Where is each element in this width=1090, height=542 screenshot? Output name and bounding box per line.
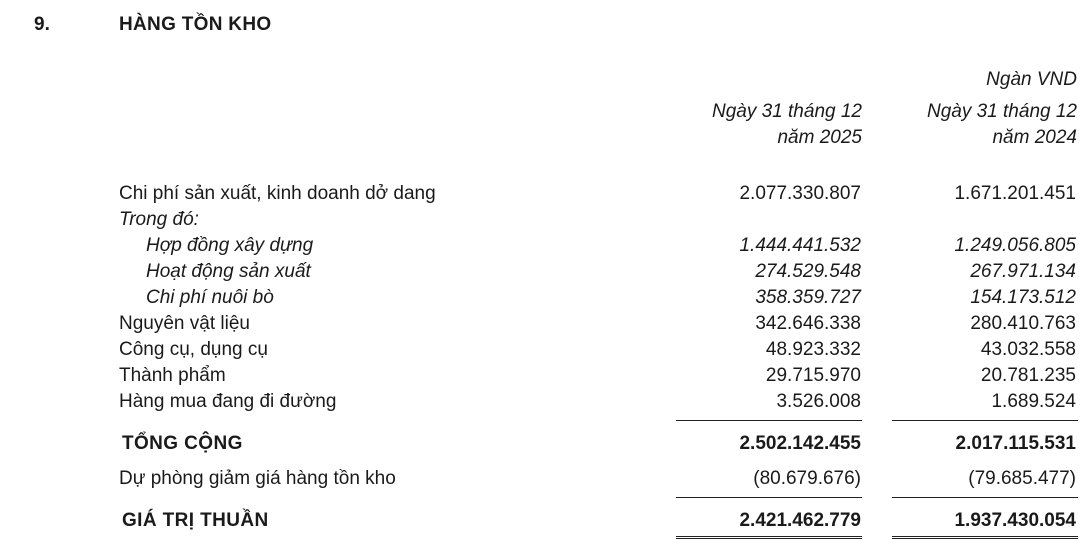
table-row <box>0 233 1090 259</box>
row-value-2024: 154.173.512 <box>970 287 1076 308</box>
row-value-2024: 1.249.056.805 <box>954 235 1076 256</box>
net-double-rule-2025 <box>676 536 862 539</box>
row-label: Trong đó: <box>119 209 199 230</box>
table-row <box>0 207 1090 233</box>
column-header-2025 <box>642 99 862 151</box>
table-row <box>0 259 1090 285</box>
row-label: Hoạt động sản xuất <box>146 261 311 282</box>
row-label: Nguyên vật liệu <box>119 313 250 334</box>
row-label: Thành phẩm <box>119 365 226 386</box>
row-value-2025: 48.923.332 <box>765 339 861 360</box>
provision-row <box>0 466 1090 492</box>
row-label: Hợp đồng xây dựng <box>146 235 314 256</box>
net-value-label: GIÁ TRỊ THUẦN <box>122 510 269 531</box>
net-double-rule-2024 <box>892 536 1078 539</box>
unit-label: Ngàn VND <box>986 69 1077 90</box>
net-value-2025: 2.421.462.779 <box>739 510 861 531</box>
net-value-row <box>0 508 1090 534</box>
table-row <box>0 389 1090 415</box>
column-header-2025-line1: Ngày 31 tháng 12 <box>711 101 862 122</box>
row-label: Hàng mua đang đi đường <box>119 391 337 412</box>
row-value-2024: 267.971.134 <box>970 261 1076 282</box>
net-rule-2024 <box>892 497 1078 498</box>
total-row <box>0 431 1090 457</box>
table-row <box>0 181 1090 207</box>
table-row <box>0 285 1090 311</box>
provision-label: Dự phòng giảm giá hàng tồn kho <box>119 468 396 489</box>
column-header-2025-line2: năm 2025 <box>777 127 862 148</box>
provision-value-2025: (80.679.676) <box>753 468 861 489</box>
provision-value-2024: (79.685.477) <box>968 468 1076 489</box>
subtotal-rule-2024 <box>892 420 1078 421</box>
subtotal-rule-2025 <box>676 420 862 421</box>
row-value-2025: 274.529.548 <box>755 261 861 282</box>
total-value-2025: 2.502.142.455 <box>739 433 861 454</box>
table-row <box>0 337 1090 363</box>
row-value-2024: 280.410.763 <box>970 313 1076 334</box>
net-value-2024: 1.937.430.054 <box>954 510 1076 531</box>
table-row <box>0 363 1090 389</box>
row-value-2025: 342.646.338 <box>755 313 861 334</box>
total-value-2024: 2.017.115.531 <box>955 433 1076 454</box>
row-value-2025: 2.077.330.807 <box>739 183 861 204</box>
row-label: Công cụ, dụng cụ <box>119 339 268 360</box>
total-label: TỔNG CỘNG <box>122 433 243 454</box>
column-header-2024-line2: năm 2024 <box>992 127 1077 148</box>
row-value-2024: 1.689.524 <box>991 391 1076 412</box>
row-label: Chi phí nuôi bò <box>146 287 274 308</box>
row-value-2025: 358.359.727 <box>755 287 861 308</box>
column-header-2024-line1: Ngày 31 tháng 12 <box>926 101 1077 122</box>
row-value-2024: 1.671.201.451 <box>954 183 1076 204</box>
row-value-2024: 43.032.558 <box>980 339 1076 360</box>
row-value-2025: 3.526.008 <box>776 391 861 412</box>
row-value-2025: 1.444.441.532 <box>739 235 861 256</box>
row-value-2024: 20.781.235 <box>980 365 1076 386</box>
section-number: 9. <box>34 14 50 35</box>
column-header-2024 <box>857 99 1077 151</box>
table-row <box>0 311 1090 337</box>
row-value-2025: 29.715.970 <box>765 365 861 386</box>
row-label: Chi phí sản xuất, kinh doanh dở dang <box>119 183 436 204</box>
net-rule-2025 <box>676 497 862 498</box>
section-title: HÀNG TỒN KHO <box>119 14 272 35</box>
